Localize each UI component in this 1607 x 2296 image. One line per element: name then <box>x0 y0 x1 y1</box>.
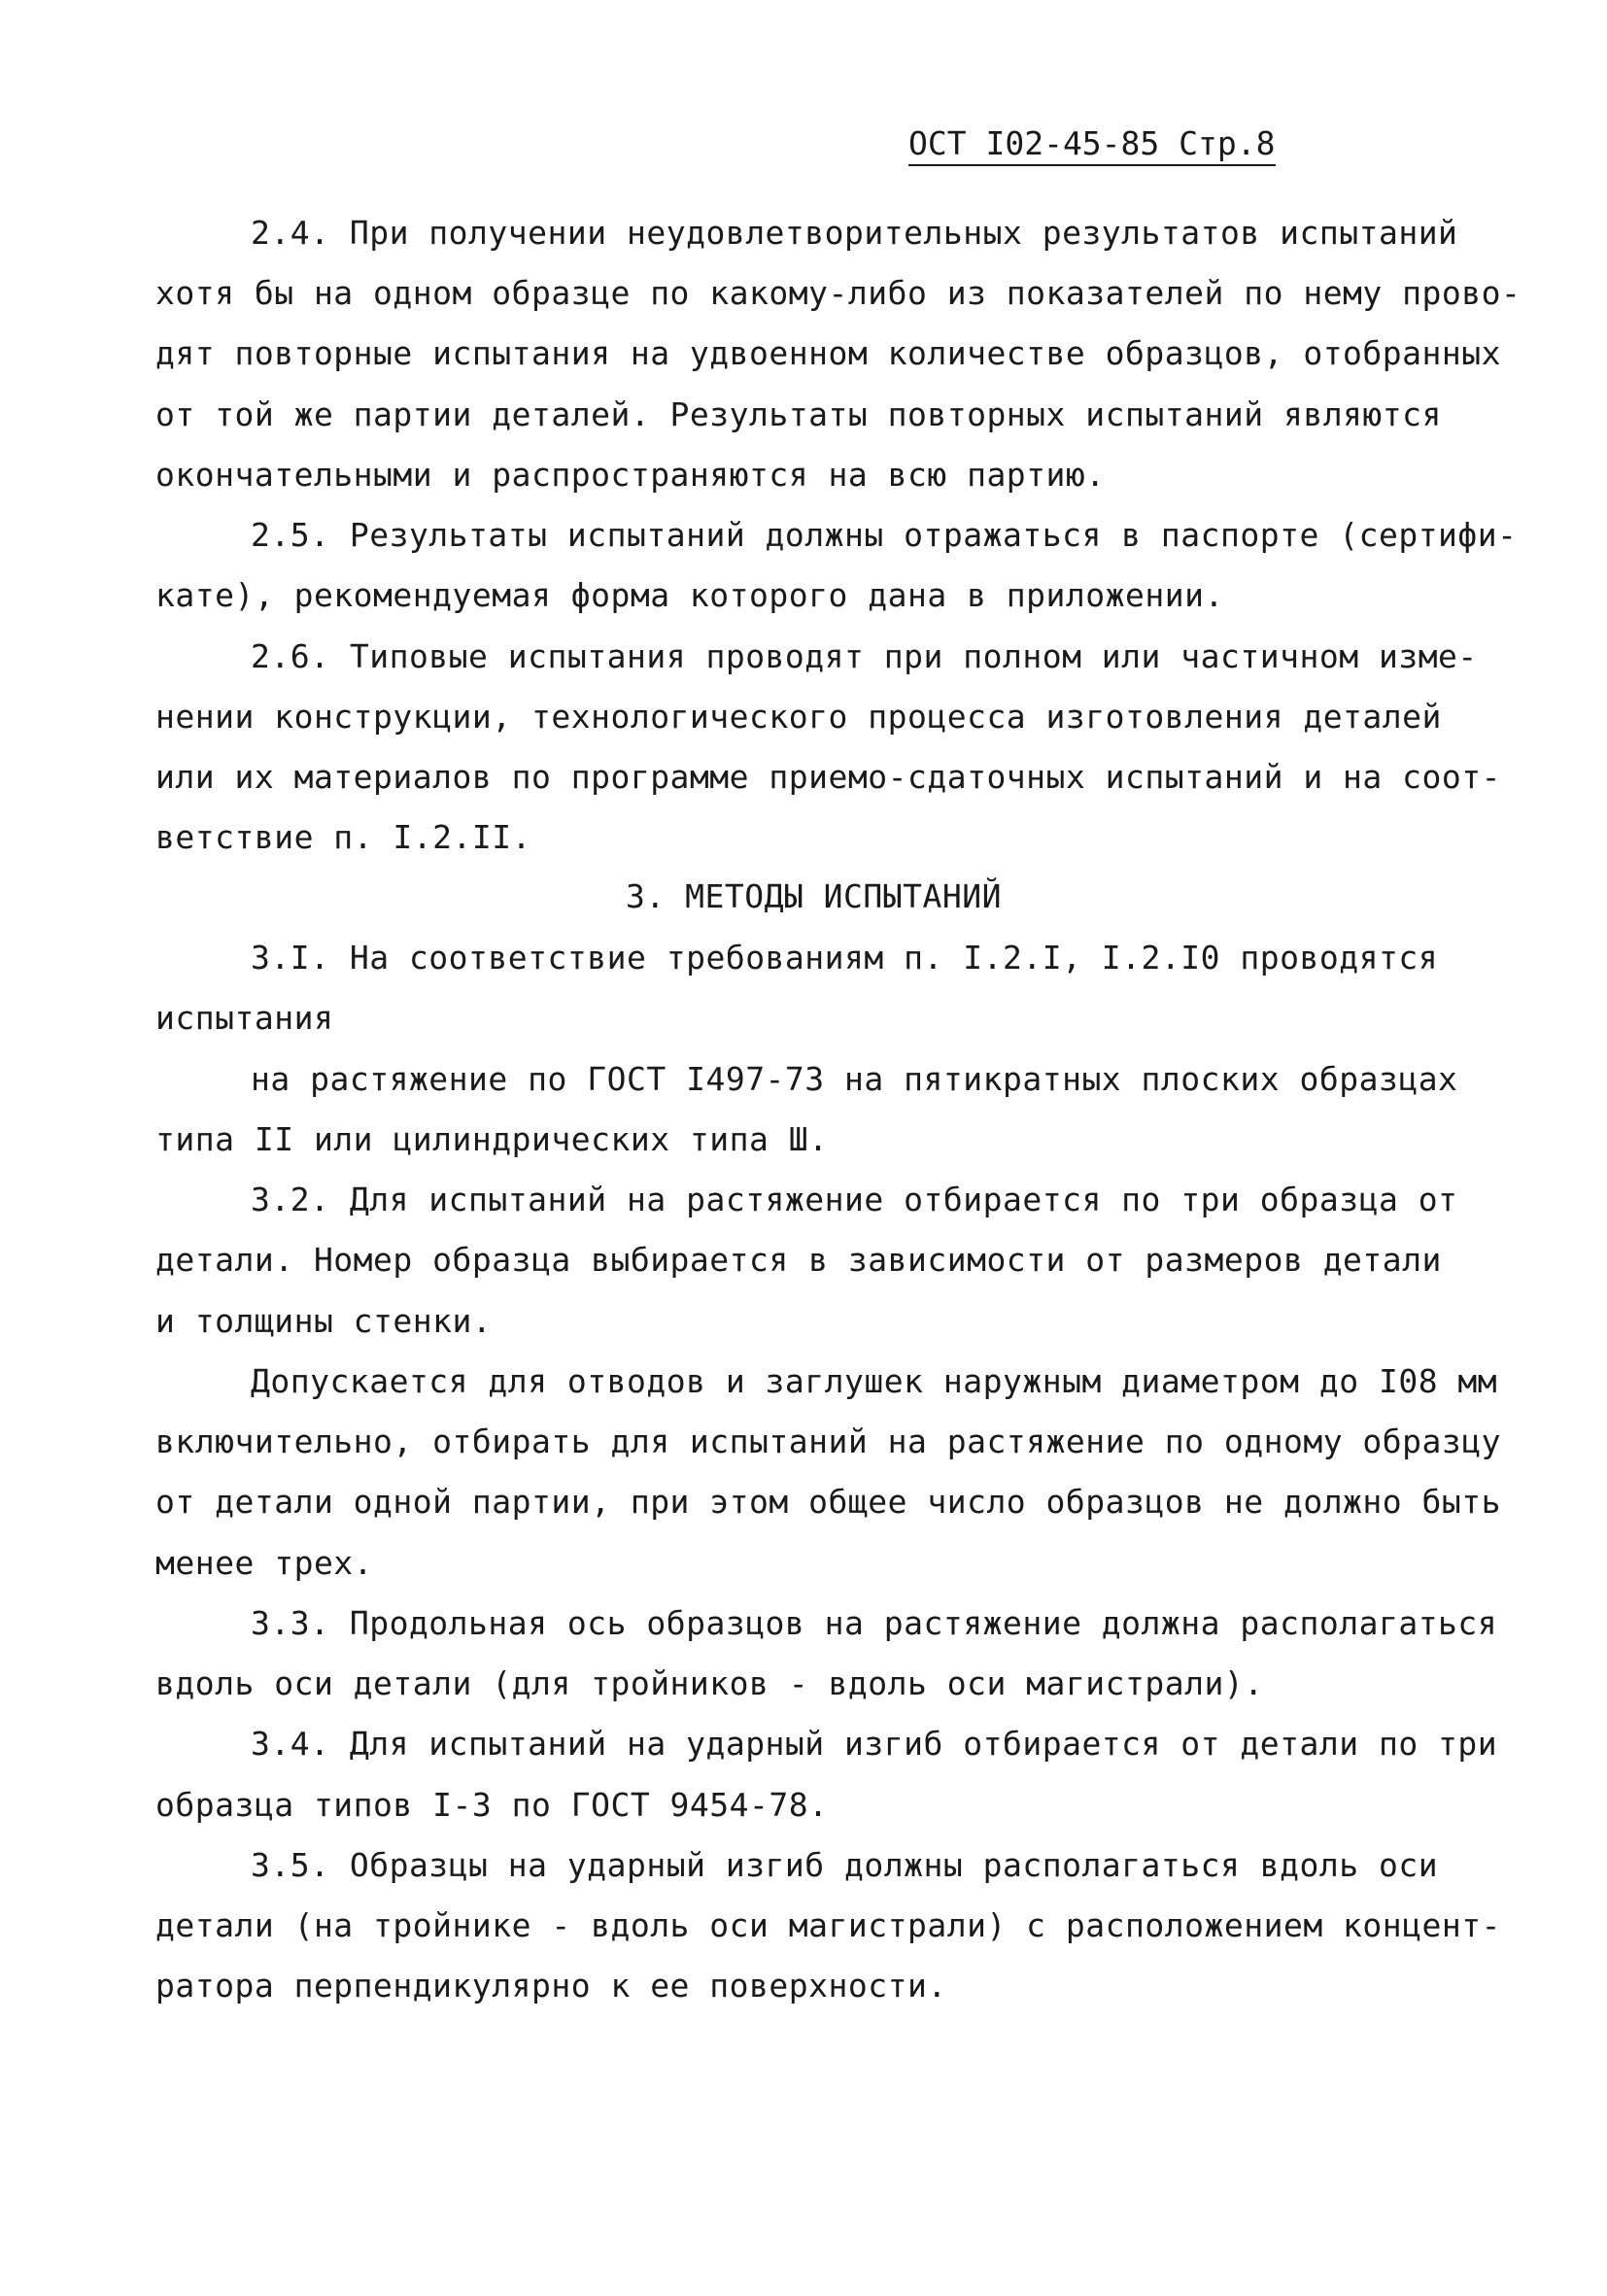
text-line: Допускается для отводов и заглушек наружным диаметром до I08 мм <box>251 1362 1498 1400</box>
text-line: образца типов I-3 по ГОСТ 9454-78. <box>155 1786 829 1824</box>
text-line: 2.4. При получении неудовлетворительных результатов испытаний <box>251 214 1458 252</box>
text-line: нении конструкции, технологического процесса изготовления деталей <box>155 698 1442 736</box>
text-line: 2.6. Типовые испытания проводят при полном или частичном изме- <box>251 637 1478 675</box>
text-line: или их материалов по программе приемо-сдаточных испытаний и на соот- <box>155 758 1502 796</box>
text-line: на растяжение по ГОСТ I497-73 на пятикратных плоских образцах <box>251 1060 1458 1098</box>
text-line: 2.5. Результаты испытаний должны отражаться в паспорте (сертифи- <box>251 516 1518 554</box>
text-line: ратора перпендикулярно к ее поверхности. <box>155 1967 947 2005</box>
text-line: 3.I. На соответствие требованиям п. I.2.I, I.2.I0 проводятся <box>251 939 1439 977</box>
text-line: кате), рекомендуемая форма которого дана в приложении. <box>155 576 1224 614</box>
text-line: типа II или цилиндрических типа Ш. <box>155 1120 829 1158</box>
text-line: и толщины стенки. <box>155 1302 493 1340</box>
text-line: от детали одной партии, при этом общее число образцов не должно быть <box>155 1483 1502 1521</box>
text-line: хотя бы на одном образце по какому-либо из показателей по нему прово- <box>155 274 1522 312</box>
text-line: менее трех. <box>155 1544 374 1582</box>
section-title: 3. МЕТОДЫ ИСПЫТАНИЙ <box>626 877 1002 915</box>
text-line: 3.3. Продольная ось образцов на растяжение должна располагаться <box>251 1604 1498 1642</box>
text-line: дят повторные испытания на удвоенном количестве образцов, отобранных <box>155 334 1502 372</box>
text-line: испытания <box>155 999 334 1037</box>
text-line: включительно, отбирать для испытаний на растяжение по одному образцу <box>155 1422 1502 1460</box>
text-line: окончательными и распространяются на всю партию. <box>155 456 1106 494</box>
text-line: 3.5. Образцы на ударный изгиб должны располагаться вдоль оси <box>251 1846 1439 1884</box>
text-line: 3.2. Для испытаний на растяжение отбирается по три образца от <box>251 1181 1458 1218</box>
text-line: детали. Номер образца выбирается в зависимости от размеров детали <box>155 1241 1442 1279</box>
text-line: от той же партии деталей. Результаты повторных испытаний являются <box>155 395 1442 433</box>
text-line: вдоль оси детали (для тройников - вдоль оси магистрали). <box>155 1664 1264 1702</box>
text-line: 3.4. Для испытаний на ударный изгиб отбирается от детали по три <box>251 1725 1498 1763</box>
text-line: ветствие п. I.2.II. <box>155 818 531 856</box>
page-header: ОСТ I02-45-85 Стр.8 <box>908 124 1276 166</box>
text-line: детали (на тройнике - вдоль оси магистрали) с расположением концент- <box>155 1906 1502 1944</box>
